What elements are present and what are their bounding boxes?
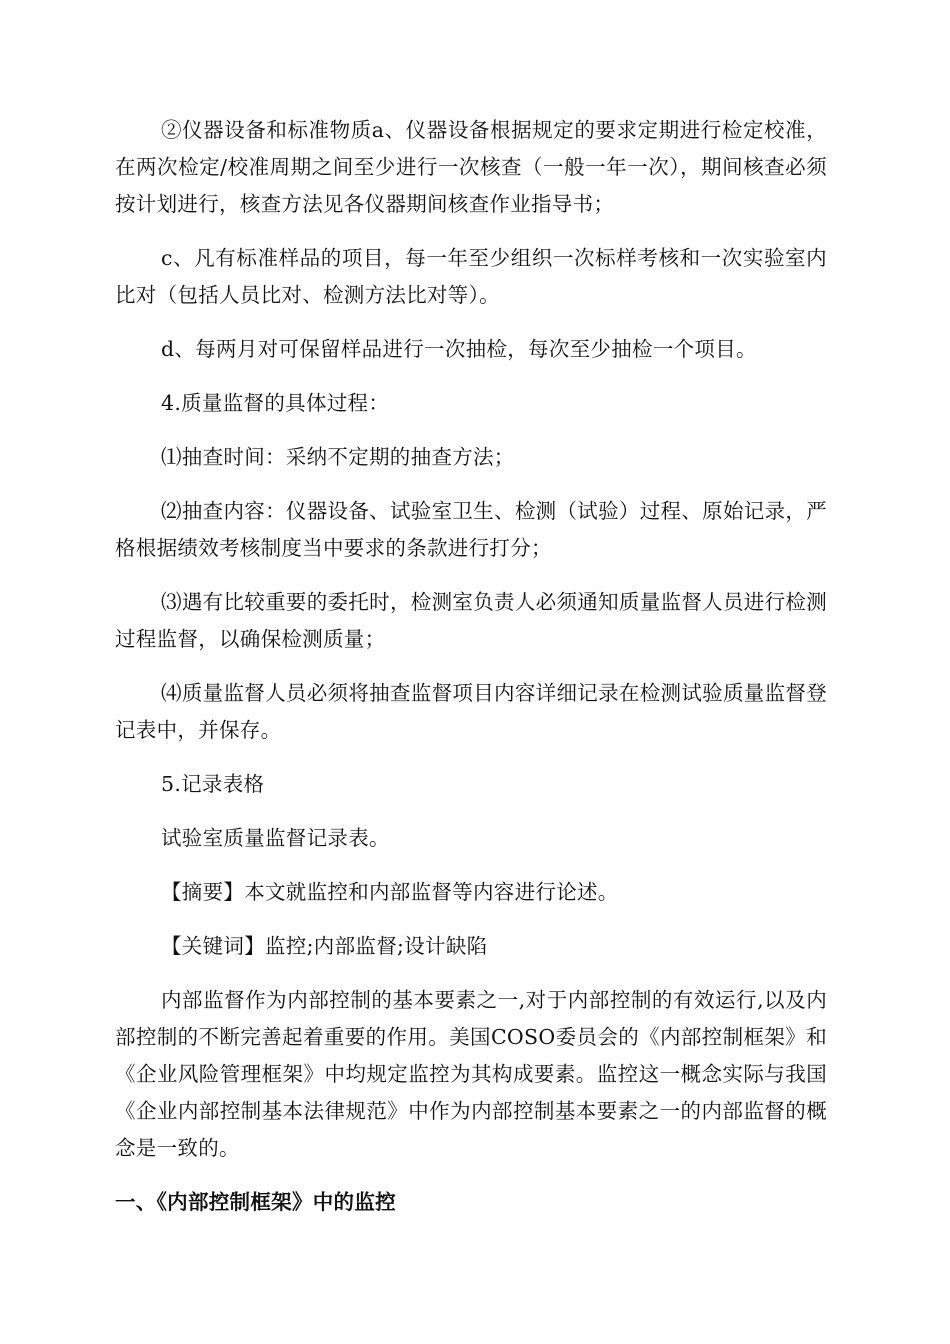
paragraph-instrument-calibration: ②仪器设备和标准物质a、仪器设备根据规定的要求定期进行检定校准，在两次检定/校准周期之间至少进行一次核查（一般一年一次），期间核查必须按计划进行，核查方法见各仪器期间核查作业指导书；: [115, 118, 827, 216]
paragraph-record-keeping: ⑷质量监督人员必须将抽查监督项目内容详细记录在检测试验质量监督登记表中，并保存。: [115, 681, 827, 742]
paragraph-standard-samples: c、凡有标准样品的项目，每一年至少组织一次标样考核和一次实验室内比对（包括人员比对、检测方法比对等）。: [115, 246, 827, 307]
paragraph-important-commission: ⑶遇有比较重要的委托时，检测室负责人必须通知质量监督人员进行检测过程监督，以确保检测质量；: [115, 590, 827, 651]
section-heading: 一、《内部控制框架》中的监控: [115, 1190, 396, 1214]
paragraph-introduction: 内部监督作为内部控制的基本要素之一,对于内部控制的有效运行,以及内部控制的不断完善起着重要的作用。美国COSO委员会的《内部控制框架》和《企业风险管理框架》中均规定监控为其构成要素。监控这一概念实际与我国《企业内部控制基本法律规范》中作为内部控制基本要素之一的内部监督的概念是一致的。: [115, 988, 827, 1160]
document-body: [115, 112, 827, 1221]
paragraph-spot-check: d、每两月对可保留样品进行一次抽检，每次至少抽检一个项目。: [161, 337, 757, 361]
paragraph-check-time: ⑴抽查时间：采纳不定期的抽查方法；: [161, 445, 515, 469]
paragraph-record-form-name: 试验室质量监督记录表。: [161, 826, 390, 850]
paragraph-check-content: ⑵抽查内容：仪器设备、试验室卫生、检测（试验）过程、原始记录，严格根据绩效考核制度当中要求的条款进行打分；: [115, 499, 827, 560]
paragraph-abstract: 【摘要】本文就监控和内部监督等内容进行论述。: [161, 880, 619, 904]
paragraph-keywords: 【关键词】监控;内部监督;设计缺陷: [161, 934, 488, 958]
paragraph-record-forms-title: 5.记录表格: [161, 772, 265, 796]
paragraph-supervision-process-title: 4.质量监督的具体过程：: [161, 391, 390, 415]
